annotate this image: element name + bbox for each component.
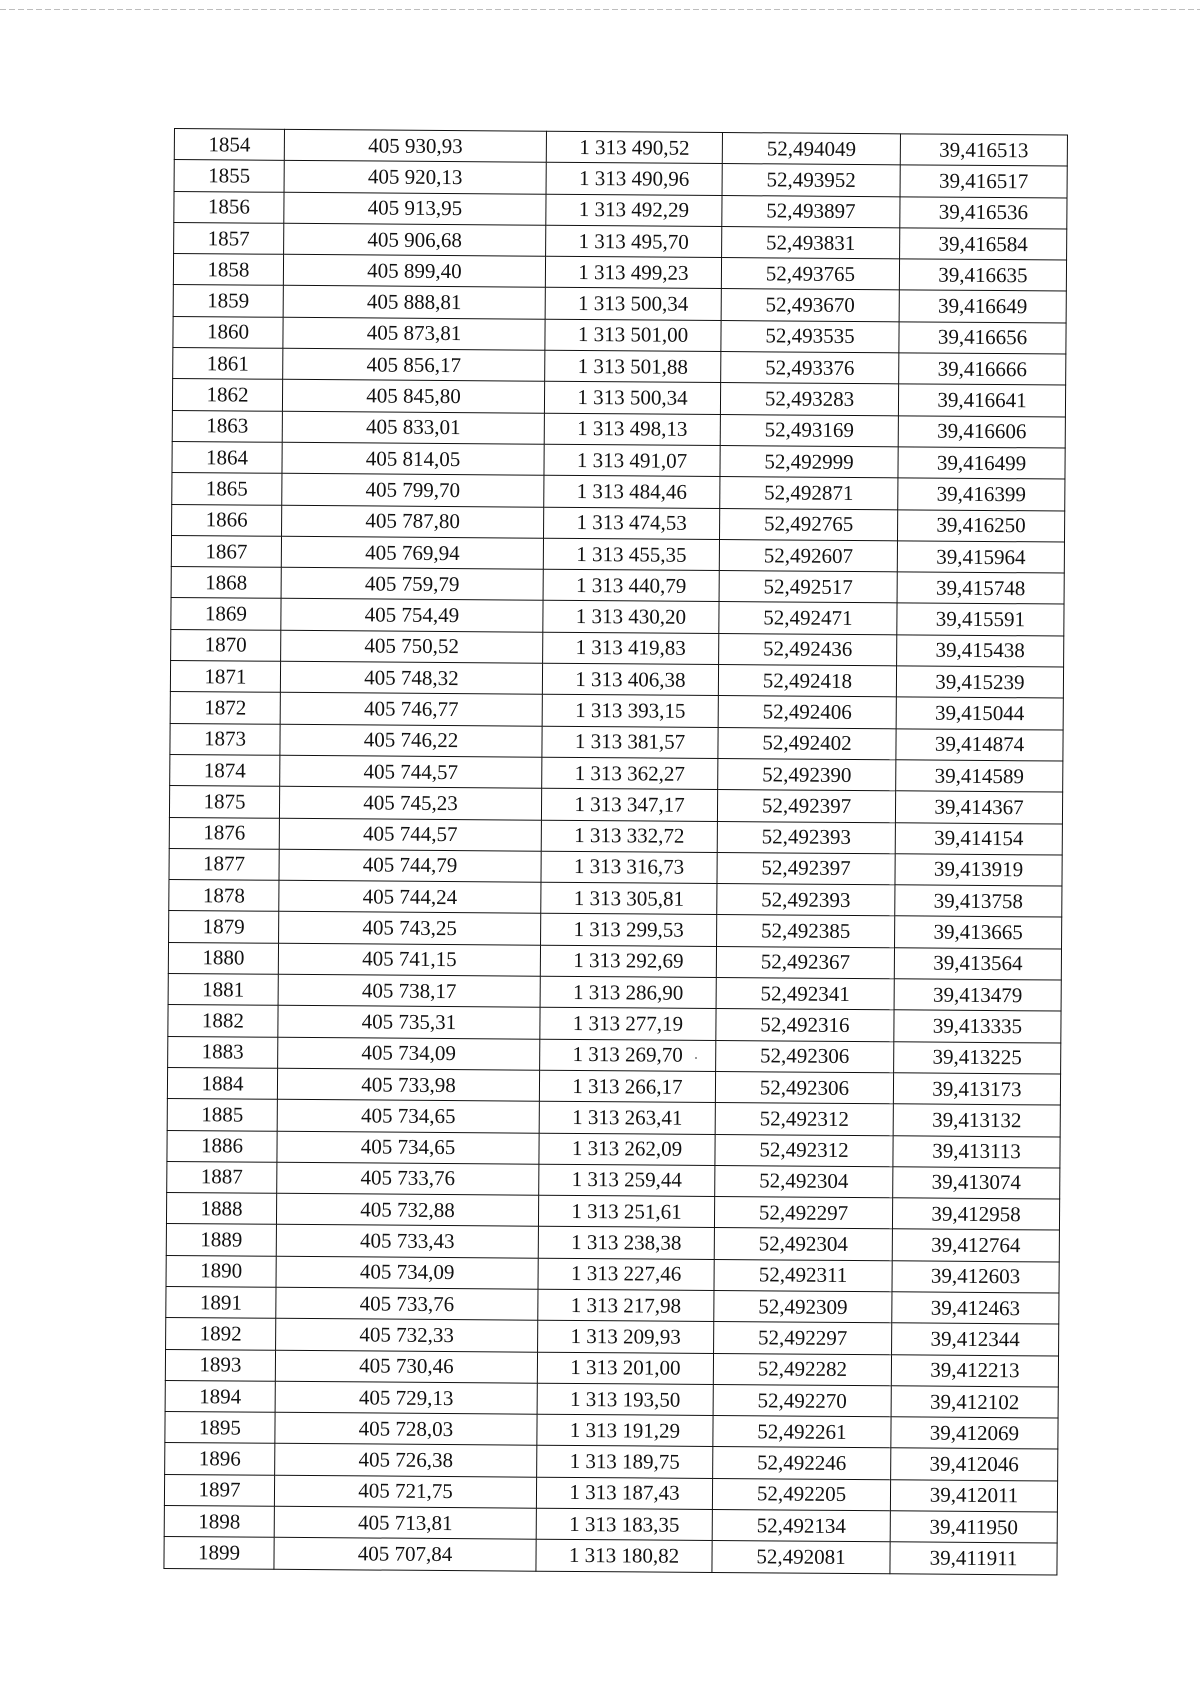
point-number-cell: 1861 xyxy=(173,348,283,380)
longitude-cell: 39,412603 xyxy=(892,1260,1059,1293)
y-coordinate-cell: 1 313 501,00 xyxy=(545,319,721,352)
longitude-cell: 39,416399 xyxy=(898,478,1065,511)
point-number-cell: 1878 xyxy=(169,880,279,912)
longitude-cell: 39,415044 xyxy=(896,697,1063,730)
point-number-cell: 1855 xyxy=(174,160,284,192)
point-number-cell: 1887 xyxy=(167,1161,277,1193)
latitude-cell: 52,492517 xyxy=(719,571,897,604)
point-number-cell: 1880 xyxy=(168,942,278,974)
y-coordinate-cell: 1 313 277,19 xyxy=(540,1008,716,1041)
point-number-cell: 1863 xyxy=(172,410,282,442)
point-number-cell: 1894 xyxy=(165,1380,275,1412)
x-coordinate-cell: 405 930,93 xyxy=(284,129,546,162)
y-coordinate-cell: 1 313 227,46 xyxy=(538,1258,714,1291)
y-coordinate-cell: 1 313 191,29 xyxy=(537,1414,713,1447)
latitude-cell: 52,492397 xyxy=(717,790,895,823)
latitude-cell: 52,493376 xyxy=(721,352,899,385)
x-coordinate-cell: 405 920,13 xyxy=(284,161,546,194)
longitude-cell: 39,412344 xyxy=(892,1323,1059,1356)
scan-top-edge xyxy=(0,9,1200,10)
y-coordinate-cell: 1 313 498,13 xyxy=(544,413,720,446)
x-coordinate-cell: 405 741,15 xyxy=(278,943,540,976)
x-coordinate-cell: 405 738,17 xyxy=(278,974,540,1007)
longitude-cell: 39,416536 xyxy=(900,196,1067,229)
latitude-cell: 52,492312 xyxy=(715,1134,893,1167)
x-coordinate-cell: 405 750,52 xyxy=(281,630,543,663)
x-coordinate-cell: 405 728,03 xyxy=(275,1412,537,1445)
y-coordinate-cell: 1 313 209,93 xyxy=(538,1320,714,1353)
point-number-cell: 1897 xyxy=(164,1474,274,1506)
y-coordinate-cell: 1 313 501,88 xyxy=(545,350,721,383)
longitude-cell: 39,412011 xyxy=(890,1480,1057,1513)
y-coordinate-cell: 1 313 406,38 xyxy=(542,663,718,696)
y-coordinate-cell: 1 313 193,50 xyxy=(537,1383,713,1416)
latitude-cell: 52,492406 xyxy=(718,696,896,729)
x-coordinate-cell: 405 746,77 xyxy=(280,693,542,726)
x-coordinate-cell: 405 745,23 xyxy=(279,787,541,820)
x-coordinate-cell: 405 733,76 xyxy=(276,1287,538,1320)
point-number-cell: 1854 xyxy=(174,129,284,161)
x-coordinate-cell: 405 888,81 xyxy=(283,286,545,319)
latitude-cell: 52,492341 xyxy=(716,978,894,1011)
point-number-cell: 1876 xyxy=(169,817,279,849)
x-coordinate-cell: 405 733,43 xyxy=(276,1225,538,1258)
latitude-cell: 52,492304 xyxy=(714,1228,892,1261)
y-coordinate-cell: 1 313 491,07 xyxy=(544,444,720,477)
point-number-cell: 1889 xyxy=(166,1224,276,1256)
latitude-cell: 52,493283 xyxy=(720,383,898,416)
y-coordinate-cell: 1 313 490,96 xyxy=(546,163,722,196)
latitude-cell: 52,492390 xyxy=(718,758,896,791)
y-coordinate-cell: 1 313 347,17 xyxy=(541,788,717,821)
latitude-cell: 52,493952 xyxy=(722,164,900,197)
longitude-cell: 39,413564 xyxy=(894,948,1061,981)
x-coordinate-cell: 405 734,65 xyxy=(277,1131,539,1164)
x-coordinate-cell: 405 754,49 xyxy=(281,599,543,632)
point-number-cell: 1857 xyxy=(174,222,284,254)
x-coordinate-cell: 405 735,31 xyxy=(278,1006,540,1039)
x-coordinate-cell: 405 744,57 xyxy=(279,818,541,851)
y-coordinate-cell: 1 313 183,35 xyxy=(536,1508,712,1541)
point-number-cell: 1865 xyxy=(172,473,282,505)
point-number-cell: 1893 xyxy=(165,1349,275,1381)
y-coordinate-cell: 1 313 292,69 xyxy=(540,945,716,978)
x-coordinate-cell: 405 787,80 xyxy=(282,505,544,538)
y-coordinate-cell: 1 313 393,15 xyxy=(542,695,718,728)
longitude-cell: 39,412102 xyxy=(891,1386,1058,1419)
x-coordinate-cell: 405 707,84 xyxy=(274,1538,536,1571)
point-number-cell: 1890 xyxy=(166,1255,276,1287)
y-coordinate-cell: 1 313 316,73 xyxy=(541,851,717,884)
point-number-cell: 1869 xyxy=(171,598,281,630)
y-coordinate-cell: 1 313 251,61 xyxy=(538,1195,714,1228)
y-coordinate-cell: 1 313 217,98 xyxy=(538,1289,714,1322)
y-coordinate-cell: 1 313 201,00 xyxy=(537,1352,713,1385)
longitude-cell: 39,414367 xyxy=(895,791,1062,824)
x-coordinate-cell: 405 906,68 xyxy=(284,223,546,256)
point-number-cell: 1874 xyxy=(170,754,280,786)
point-number-cell: 1873 xyxy=(170,723,280,755)
latitude-cell: 52,492246 xyxy=(713,1447,891,1480)
x-coordinate-cell: 405 744,24 xyxy=(279,880,541,913)
x-coordinate-cell: 405 899,40 xyxy=(283,254,545,287)
y-coordinate-cell: 1 313 419,83 xyxy=(543,632,719,665)
point-number-cell: 1896 xyxy=(165,1443,275,1475)
x-coordinate-cell: 405 746,22 xyxy=(280,724,542,757)
longitude-cell: 39,414154 xyxy=(895,822,1062,855)
table-row xyxy=(164,1537,1057,1575)
latitude-cell: 52,492316 xyxy=(716,1009,894,1042)
y-coordinate-cell: 1 313 492,29 xyxy=(546,194,722,227)
point-number-cell: 1875 xyxy=(169,786,279,818)
y-coordinate-cell: 1 313 495,70 xyxy=(546,225,722,258)
y-coordinate-cell: 1 313 500,34 xyxy=(544,382,720,415)
point-number-cell: 1879 xyxy=(169,911,279,943)
longitude-cell: 39,415438 xyxy=(897,635,1064,668)
longitude-cell: 39,413225 xyxy=(894,1041,1061,1074)
y-coordinate-cell: 1 313 262,09 xyxy=(539,1133,715,1166)
longitude-cell: 39,416513 xyxy=(900,134,1067,167)
coordinate-table xyxy=(163,128,1068,1575)
y-coordinate-cell: 1 313 474,53 xyxy=(544,507,720,540)
latitude-cell: 52,493535 xyxy=(721,320,899,353)
point-number-cell: 1864 xyxy=(172,441,282,473)
y-coordinate-cell: 1 313 362,27 xyxy=(542,757,718,790)
longitude-cell: 39,416584 xyxy=(900,228,1067,261)
x-coordinate-cell: 405 730,46 xyxy=(275,1350,537,1383)
latitude-cell: 52,492393 xyxy=(717,821,895,854)
longitude-cell: 39,416666 xyxy=(899,353,1066,386)
point-number-cell: 1881 xyxy=(168,973,278,1005)
x-coordinate-cell: 405 732,88 xyxy=(276,1193,538,1226)
point-number-cell: 1882 xyxy=(168,1005,278,1037)
latitude-cell: 52,492304 xyxy=(715,1165,893,1198)
point-number-cell: 1895 xyxy=(165,1412,275,1444)
point-number-cell: 1868 xyxy=(171,567,281,599)
latitude-cell: 52,492297 xyxy=(714,1197,892,1230)
longitude-cell: 39,415239 xyxy=(896,666,1063,699)
x-coordinate-cell: 405 759,79 xyxy=(281,567,543,600)
x-coordinate-cell: 405 769,94 xyxy=(281,536,543,569)
longitude-cell: 39,412069 xyxy=(891,1417,1058,1450)
longitude-cell: 39,413335 xyxy=(894,1010,1061,1043)
x-coordinate-cell: 405 729,13 xyxy=(275,1381,537,1414)
y-coordinate-cell: 1 313 500,34 xyxy=(545,288,721,321)
latitude-cell: 52,492871 xyxy=(720,477,898,510)
latitude-cell: 52,492471 xyxy=(719,602,897,635)
y-coordinate-cell: 1 313 430,20 xyxy=(543,601,719,634)
longitude-cell: 39,416656 xyxy=(899,322,1066,355)
latitude-cell: 52,492309 xyxy=(714,1290,892,1323)
y-coordinate-cell: 1 313 259,44 xyxy=(539,1164,715,1197)
longitude-cell: 39,414589 xyxy=(896,760,1063,793)
latitude-cell: 52,494049 xyxy=(722,133,900,166)
longitude-cell: 39,416499 xyxy=(898,447,1065,480)
x-coordinate-cell: 405 721,75 xyxy=(274,1475,536,1508)
latitude-cell: 52,493897 xyxy=(722,195,900,228)
x-coordinate-cell: 405 856,17 xyxy=(283,348,545,381)
point-number-cell: 1891 xyxy=(166,1286,276,1318)
latitude-cell: 52,492134 xyxy=(712,1510,890,1543)
longitude-cell: 39,413074 xyxy=(893,1167,1060,1200)
x-coordinate-cell: 405 913,95 xyxy=(284,192,546,225)
x-coordinate-cell: 405 732,33 xyxy=(276,1319,538,1352)
x-coordinate-cell: 405 814,05 xyxy=(282,442,544,475)
y-coordinate-cell: 1 313 332,72 xyxy=(541,820,717,853)
y-coordinate-cell: 1 313 263,41 xyxy=(539,1101,715,1134)
longitude-cell: 39,416606 xyxy=(898,415,1065,448)
longitude-cell: 39,414874 xyxy=(896,728,1063,761)
point-number-cell: 1898 xyxy=(164,1506,274,1538)
longitude-cell: 39,412958 xyxy=(892,1198,1059,1231)
point-number-cell: 1885 xyxy=(167,1099,277,1131)
point-number-cell: 1884 xyxy=(167,1067,277,1099)
longitude-cell: 39,413113 xyxy=(893,1135,1060,1168)
y-coordinate-cell: 1 313 305,81 xyxy=(541,882,717,915)
latitude-cell: 52,492282 xyxy=(713,1353,891,1386)
longitude-cell: 39,416649 xyxy=(899,290,1066,323)
latitude-cell: 52,492306 xyxy=(716,1040,894,1073)
longitude-cell: 39,413758 xyxy=(895,885,1062,918)
coordinate-table-container xyxy=(163,128,1067,1575)
y-coordinate-cell: 1 313 269,70 xyxy=(540,1039,716,1072)
x-coordinate-cell: 405 744,57 xyxy=(280,755,542,788)
x-coordinate-cell: 405 734,65 xyxy=(277,1099,539,1132)
longitude-cell: 39,412213 xyxy=(891,1354,1058,1387)
latitude-cell: 52,492999 xyxy=(720,445,898,478)
point-number-cell: 1866 xyxy=(172,504,282,536)
y-coordinate-cell: 1 313 484,46 xyxy=(544,475,720,508)
x-coordinate-cell: 405 833,01 xyxy=(282,411,544,444)
longitude-cell: 39,412046 xyxy=(891,1448,1058,1481)
x-coordinate-cell: 405 733,98 xyxy=(277,1068,539,1101)
longitude-cell: 39,412764 xyxy=(892,1229,1059,1262)
y-coordinate-cell: 1 313 266,17 xyxy=(539,1070,715,1103)
longitude-cell: 39,413132 xyxy=(893,1104,1060,1137)
x-coordinate-cell: 405 733,76 xyxy=(277,1162,539,1195)
latitude-cell: 52,492402 xyxy=(718,727,896,760)
point-number-cell: 1867 xyxy=(171,535,281,567)
latitude-cell: 52,492311 xyxy=(714,1259,892,1292)
latitude-cell: 52,492385 xyxy=(717,915,895,948)
latitude-cell: 52,493765 xyxy=(721,258,899,291)
coordinate-table-body xyxy=(164,129,1068,1575)
x-coordinate-cell: 405 873,81 xyxy=(283,317,545,350)
longitude-cell: 39,415591 xyxy=(897,603,1064,636)
point-number-cell: 1886 xyxy=(167,1130,277,1162)
longitude-cell: 39,416635 xyxy=(899,259,1066,292)
y-coordinate-cell: 1 313 238,38 xyxy=(538,1227,714,1260)
y-coordinate-cell: 1 313 286,90 xyxy=(540,976,716,1009)
point-number-cell: 1892 xyxy=(166,1318,276,1350)
point-number-cell: 1862 xyxy=(172,379,282,411)
y-coordinate-cell: 1 313 490,52 xyxy=(546,131,722,164)
latitude-cell: 52,493831 xyxy=(722,226,900,259)
x-coordinate-cell: 405 743,25 xyxy=(279,912,541,945)
y-coordinate-cell: 1 313 189,75 xyxy=(537,1446,713,1479)
longitude-cell: 39,413173 xyxy=(893,1073,1060,1106)
point-number-cell: 1883 xyxy=(168,1036,278,1068)
point-number-cell: 1872 xyxy=(170,692,280,724)
scan-speck xyxy=(695,1057,697,1059)
y-coordinate-cell: 1 313 180,82 xyxy=(536,1540,712,1573)
point-number-cell: 1870 xyxy=(171,629,281,661)
longitude-cell: 39,411950 xyxy=(890,1511,1057,1544)
point-number-cell: 1888 xyxy=(166,1193,276,1225)
latitude-cell: 52,492312 xyxy=(715,1103,893,1136)
point-number-cell: 1859 xyxy=(173,285,283,317)
longitude-cell: 39,415748 xyxy=(897,572,1064,605)
y-coordinate-cell: 1 313 299,53 xyxy=(541,914,717,947)
latitude-cell: 52,493670 xyxy=(721,289,899,322)
longitude-cell: 39,411911 xyxy=(890,1542,1057,1575)
x-coordinate-cell: 405 799,70 xyxy=(282,474,544,507)
y-coordinate-cell: 1 313 455,35 xyxy=(543,538,719,571)
latitude-cell: 52,492205 xyxy=(712,1478,890,1511)
point-number-cell: 1858 xyxy=(173,254,283,286)
latitude-cell: 52,492418 xyxy=(718,665,896,698)
latitude-cell: 52,492607 xyxy=(719,539,897,572)
latitude-cell: 52,492297 xyxy=(714,1322,892,1355)
latitude-cell: 52,492306 xyxy=(715,1071,893,1104)
longitude-cell: 39,415964 xyxy=(897,541,1064,574)
x-coordinate-cell: 405 713,81 xyxy=(274,1506,536,1539)
x-coordinate-cell: 405 748,32 xyxy=(280,661,542,694)
latitude-cell: 52,492397 xyxy=(717,852,895,885)
y-coordinate-cell: 1 313 440,79 xyxy=(543,569,719,602)
x-coordinate-cell: 405 726,38 xyxy=(275,1444,537,1477)
longitude-cell: 39,413919 xyxy=(895,854,1062,887)
point-number-cell: 1899 xyxy=(164,1537,274,1569)
latitude-cell: 52,492436 xyxy=(719,633,897,666)
longitude-cell: 39,412463 xyxy=(892,1292,1059,1325)
x-coordinate-cell: 405 845,80 xyxy=(282,380,544,413)
y-coordinate-cell: 1 313 499,23 xyxy=(545,256,721,289)
latitude-cell: 52,492081 xyxy=(712,1541,890,1574)
point-number-cell: 1860 xyxy=(173,316,283,348)
x-coordinate-cell: 405 734,09 xyxy=(276,1256,538,1289)
point-number-cell: 1877 xyxy=(169,848,279,880)
longitude-cell: 39,413479 xyxy=(894,979,1061,1012)
latitude-cell: 52,492261 xyxy=(713,1416,891,1449)
latitude-cell: 52,492765 xyxy=(719,508,897,541)
latitude-cell: 52,492393 xyxy=(717,884,895,917)
x-coordinate-cell: 405 734,09 xyxy=(278,1037,540,1070)
point-number-cell: 1871 xyxy=(170,661,280,693)
y-coordinate-cell: 1 313 187,43 xyxy=(536,1477,712,1510)
longitude-cell: 39,416641 xyxy=(898,384,1065,417)
latitude-cell: 52,492270 xyxy=(713,1384,891,1417)
latitude-cell: 52,492367 xyxy=(716,946,894,979)
longitude-cell: 39,416517 xyxy=(900,165,1067,198)
y-coordinate-cell: 1 313 381,57 xyxy=(542,726,718,759)
point-number-cell: 1856 xyxy=(174,191,284,223)
x-coordinate-cell: 405 744,79 xyxy=(279,849,541,882)
latitude-cell: 52,493169 xyxy=(720,414,898,447)
longitude-cell: 39,416250 xyxy=(897,509,1064,542)
longitude-cell: 39,413665 xyxy=(895,916,1062,949)
